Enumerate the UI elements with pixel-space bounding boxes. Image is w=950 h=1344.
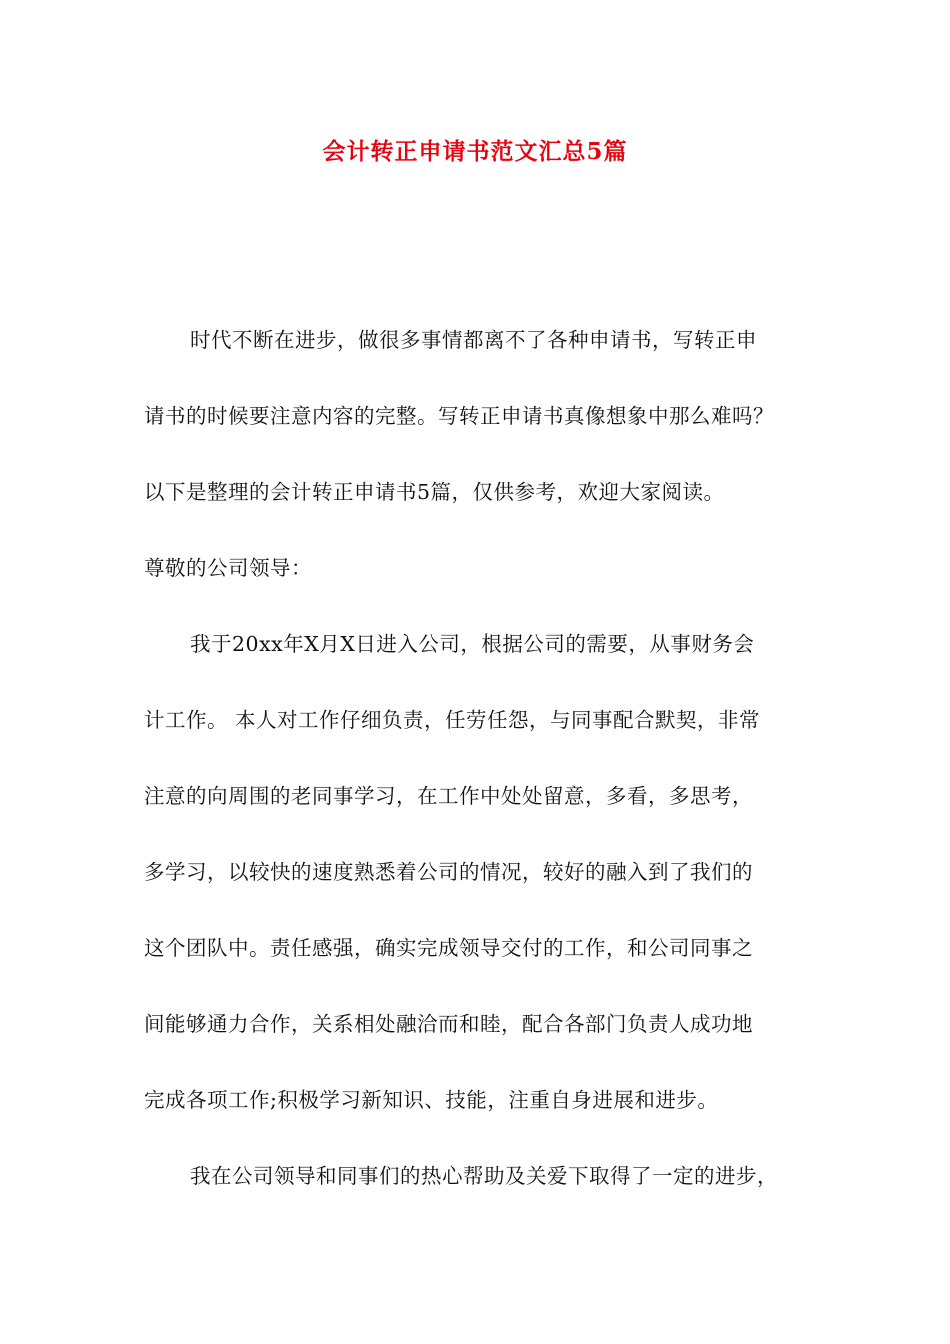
body-line-9: 这个团队中。责任感强，确实完成领导交付的工作，和公司同事之 (144, 936, 753, 960)
body-line-5: 我于20xx年X月X日进入公司，根据公司的需要，从事财务会 (190, 632, 755, 656)
body-line-11: 完成各项工作;积极学习新知识、技能，注重自身进展和进步。 (144, 1088, 719, 1112)
body-line-2: 请书的时候要注意内容的完整。写转正申请书真像想象中那么难吗？ (144, 404, 774, 428)
body-line-12: 我在公司领导和同事们的热心帮助及关爱下取得了一定的进步， (190, 1164, 778, 1188)
body-line-6: 计工作。 本人对工作仔细负责，任劳任怨，与同事配合默契，非常 (144, 708, 761, 732)
body-line-1: 时代不断在进步，做很多事情都离不了各种申请书，写转正申 (190, 328, 757, 352)
document-title: 会计转正申请书范文汇总5篇 (322, 138, 628, 165)
body-line-7: 注意的向周围的老同事学习，在工作中处处留意，多看，多思考， (144, 784, 753, 808)
body-line-10: 间能够通力合作，关系相处融洽而和睦，配合各部门负责人成功地 (144, 1012, 753, 1036)
body-line-8: 多学习，以较快的速度熟悉着公司的情况，较好的融入到了我们的 (144, 860, 753, 884)
body-line-3: 以下是整理的会计转正申请书5篇，仅供参考，欢迎大家阅读。 (144, 480, 725, 504)
salutation: 尊敬的公司领导： (144, 556, 312, 580)
